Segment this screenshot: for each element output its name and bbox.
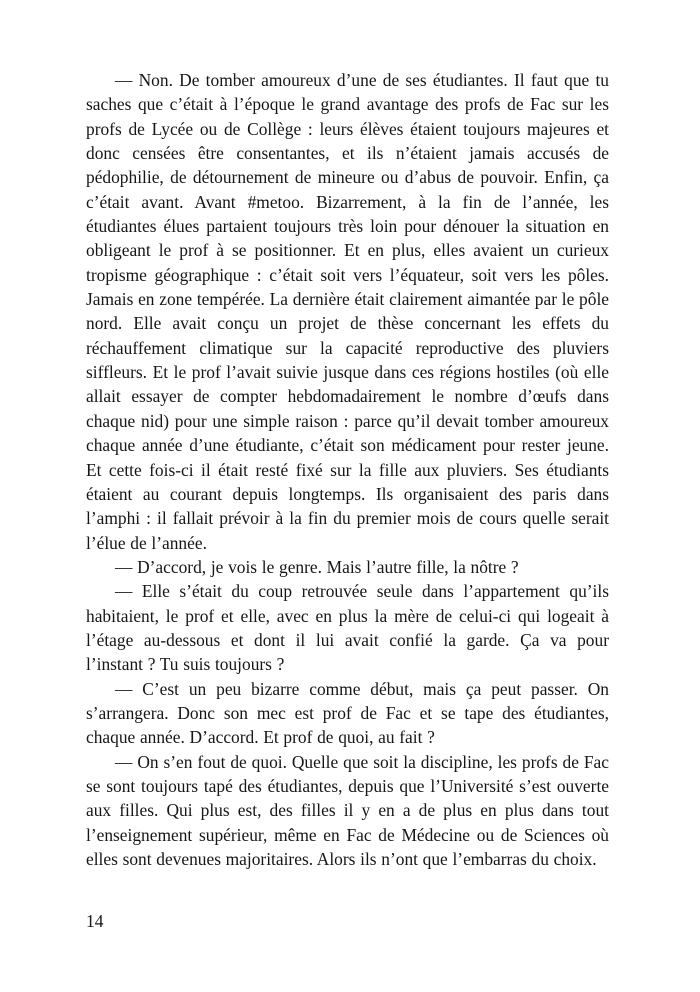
dialogue-paragraph: — Non. De tomber amoureux d’une de ses étudiantes. Il faut que tu saches que c’était à l’époque le grand avantage des profs de Fac sur les profs de Lycée ou de Collège : leurs élèves étaient toujours majeures et donc censées être consentantes, et ils n’étaient jamais accusés de pédophilie, de détournement de mineure ou d’abus de pouvoir. Enfin, ça c’était avant. Avant #metoo. Bizarrement, à la fin de l’année, les étudiantes élues partaient toujours très loin pour dénouer la situation en obligeant le prof à se positionner. Et en plus, elles avaient un curieux tropisme géographique : c’était soit vers l’équateur, soit vers les pôles. Jamais en zone tempérée. La dernière était clairement aimantée par le pôle nord. Elle avait conçu un projet de thèse concernant les effets du réchauffement climatique sur la capacité reproductive des pluviers siffleurs. Et le prof l’avait suivie jusque dans ces régions hostiles (où elle allait essayer de compter hebdomadairement le nombre d’œufs dans chaque nid) pour une simple raison : parce qu’il devait tomber amoureux chaque année d’une étudiante, c’était son médicament pour rester jeune. Et cette fois-ci il était resté fixé sur la fille aux pluviers. Ses étudiants étaient au courant depuis longtemps. Ils organisaient des paris dans l’amphi : il fallait prévoir à la fin du premier mois de cours quelle serait l’élue de l’année. bbox=[86, 70, 609, 553]
dialogue-paragraph: — On s’en fout de quoi. Quelle que soit la discipline, les profs de Fac se sont toujours tapé des étudiantes, depuis que l’Université s’est ouverte aux filles. Qui plus est, des filles il y en a de plus en plus dans tout l’enseignement supérieur, même en Fac de Médecine ou de Sciences où elles sont devenues majoritaires. Alors ils n’ont que l’embarras du choix. bbox=[86, 751, 609, 869]
page-text-column bbox=[86, 68, 609, 871]
page-number: 14 bbox=[86, 911, 104, 931]
dialogue-paragraph: — Elle s’était du coup retrouvée seule dans l’appartement qu’ils habitaient, le prof et elle, avec en plus la mère de celui-ci qui logeait à l’étage au-dessous et dont il lui avait confié la garde. Ça va pour l’instant ? Tu suis toujours ? bbox=[86, 581, 609, 675]
dialogue-paragraph: — D’accord, je vois le genre. Mais l’autre fille, la nôtre ? bbox=[115, 556, 519, 577]
dialogue-paragraph: — C’est un peu bizarre comme début, mais ça peut passer. On s’arrangera. Donc son mec est prof de Fac et se tape des étudiantes, chaque année. D’accord. Et prof de quoi, au fait ? bbox=[86, 678, 609, 748]
